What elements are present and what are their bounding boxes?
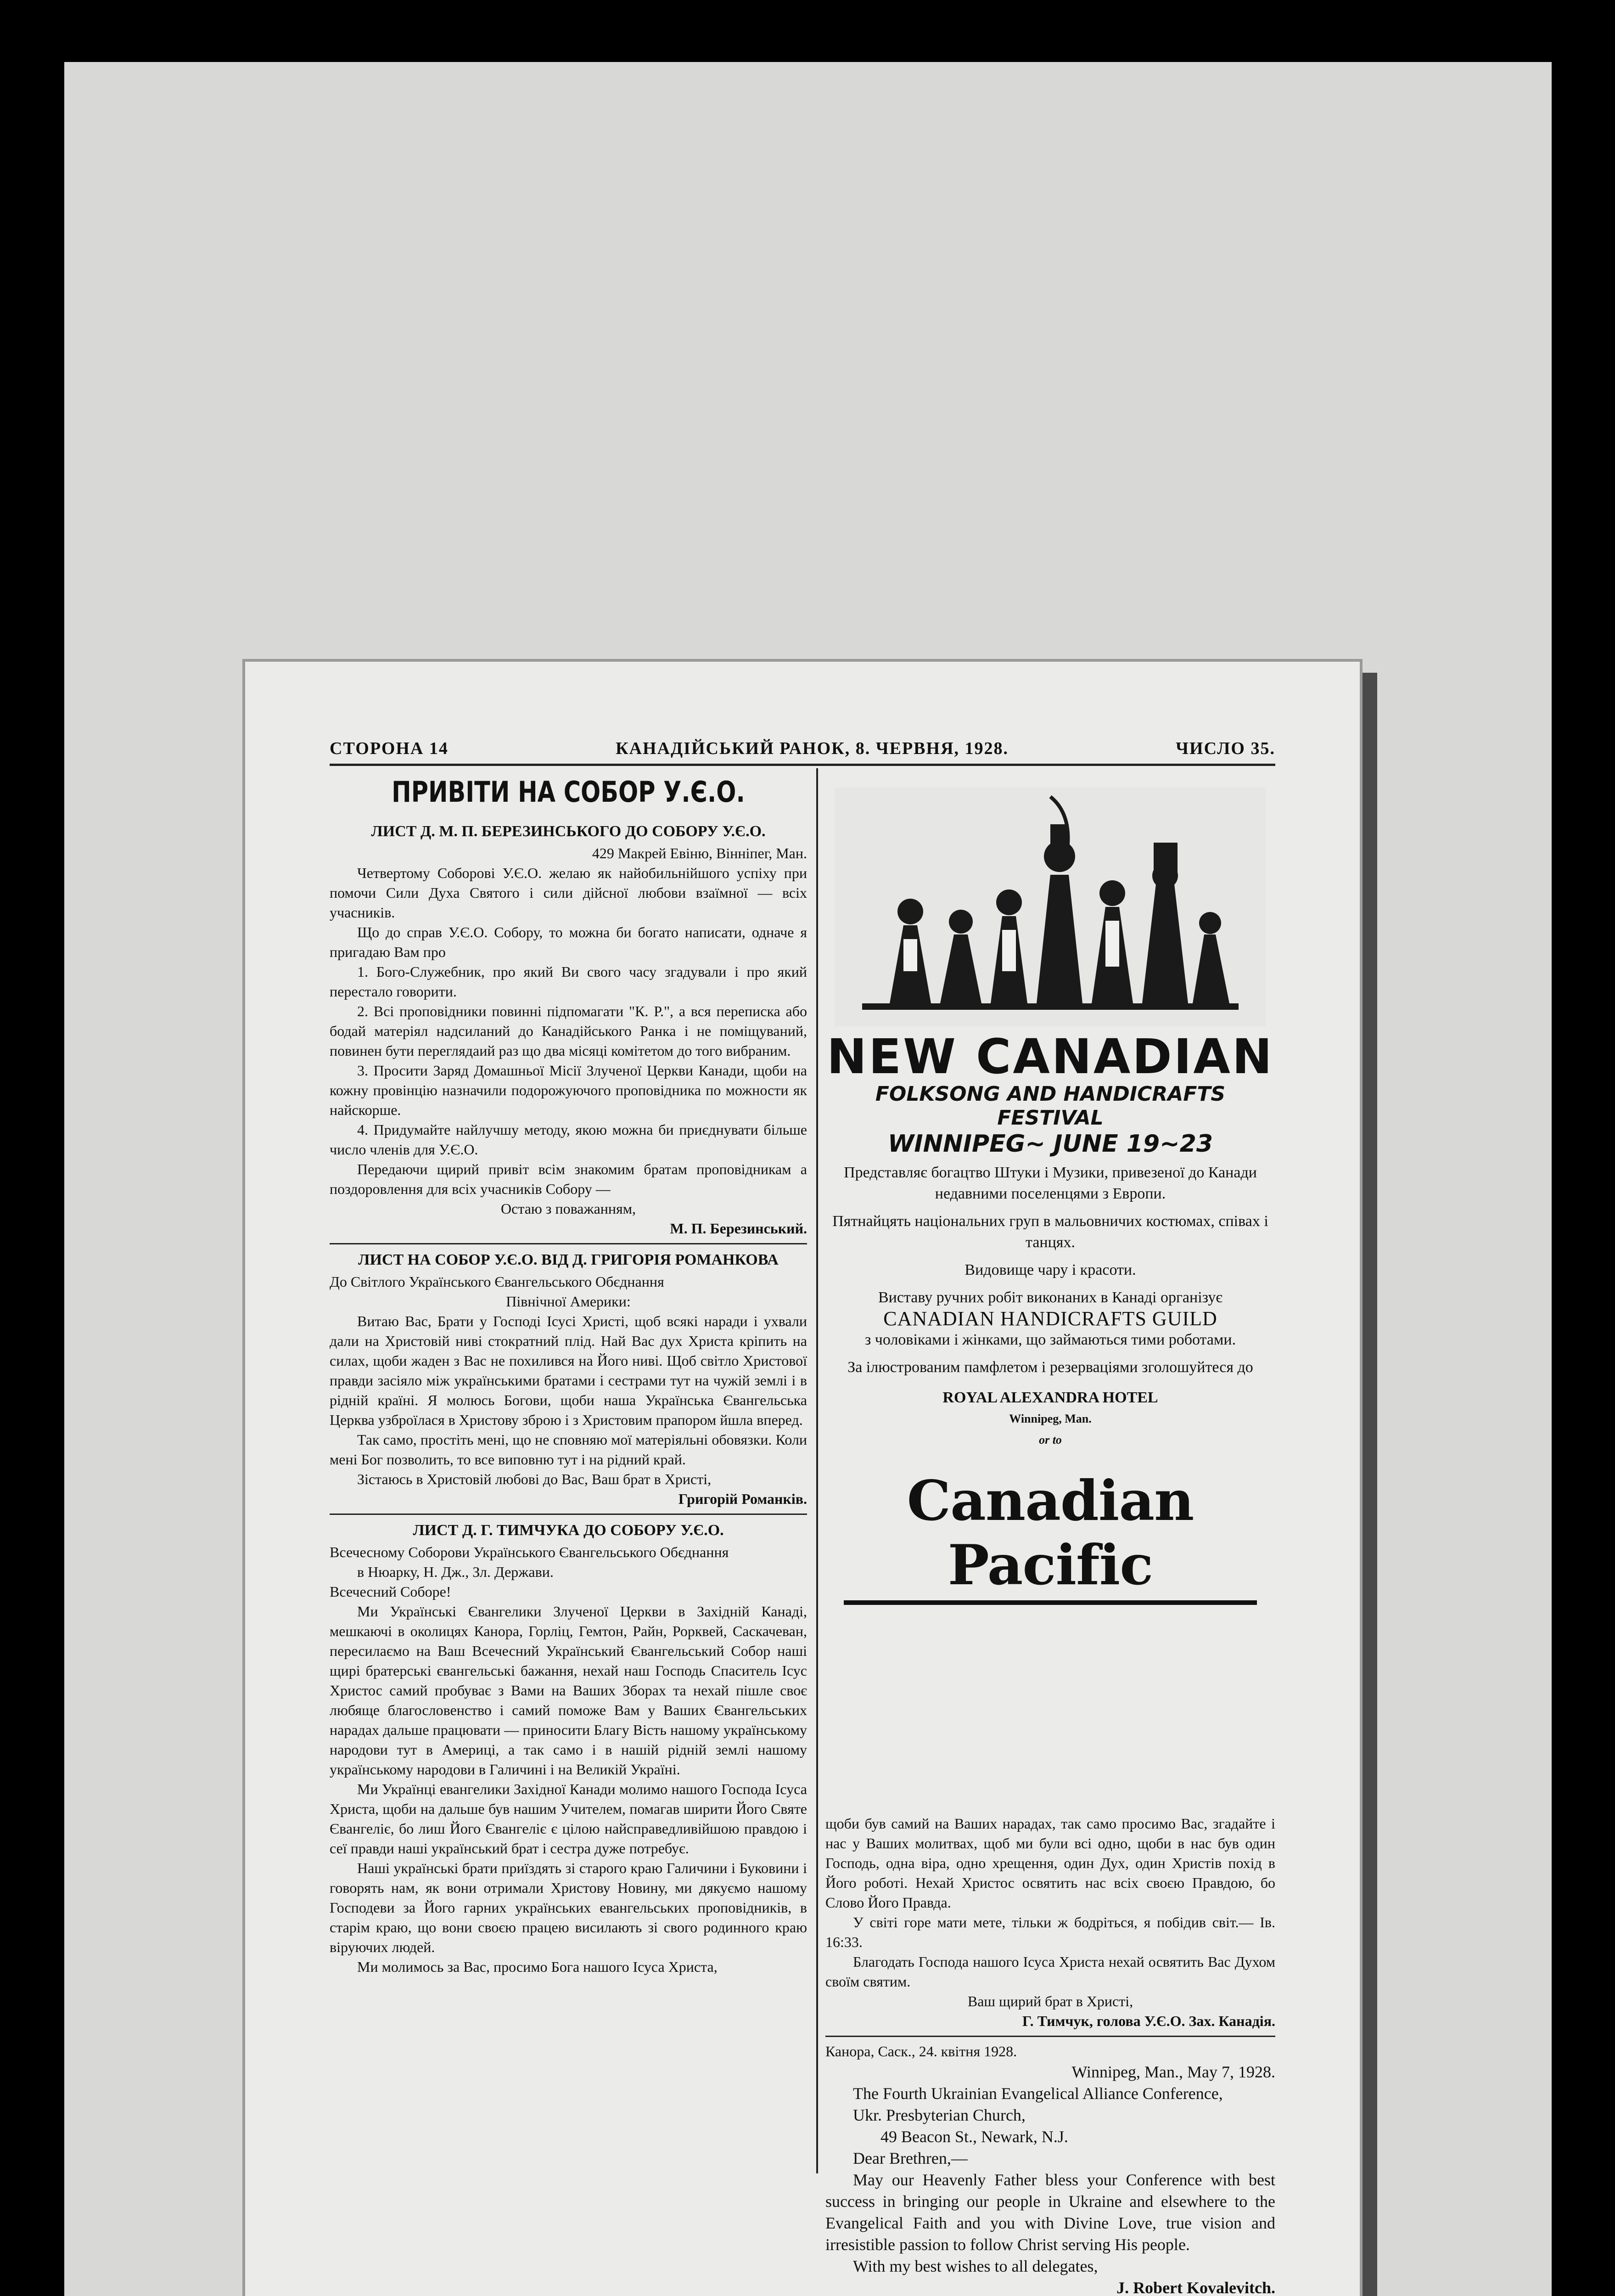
column-rule	[816, 768, 818, 2173]
paragraph: Наші українські брати приїздять зі старого краю Галичини і Буковини і говорять нам, як вони отримали Христову Новину, ми дякуємо нашому Господеви за Його гарних українських евангельських проповідників, в старім краю, що вони своєю працею висилають зі свого родинного краю віруючих людей.	[330, 1860, 807, 1955]
letter-salutation: Всечесний Соборе!	[330, 1583, 451, 1600]
paragraph: 4. Придумайте найлучшу методу, якою можна би приєднувати більше число членів для У.Є.О.	[330, 1121, 807, 1158]
letter-kovalevitch	[825, 2061, 1275, 2296]
letter-romankiv	[330, 1250, 807, 1509]
paragraph: With my best wishes to all delegates,	[853, 2257, 1098, 2275]
ad-hotel: ROYAL ALEXANDRA HOTEL	[942, 1389, 1158, 1406]
issue-number: ЧИСЛО 35.	[1176, 739, 1275, 758]
divider	[825, 2036, 1275, 2037]
letter-salutation: Dear Brethren,—	[853, 2149, 968, 2167]
paragraph: Витаю Вас, Брати у Господі Ісусі Христі, щоб всякі наради і ухвали дали на Христовій ниві стократний плід. Най Вас дух Христа кріпить на силах, щоби жаден з Вас не похилився на Його ниві. Щоб світло Христової правди засіяло між українськими братами і сестрами тут на чужій землі і в рідній країні. Я молюсь Богови, щоби наша Українська Євангельська Церква узброїлася в Христову зброю і з Христовим прапором йшла вперед.	[330, 1313, 807, 1428]
ad-headline: NEW CANADIAN	[827, 1029, 1274, 1085]
letter-addressee: 49 Beacon St., Newark, N.J.	[880, 2127, 1068, 2146]
paragraph: Ми молимось за Вас, просимо Бога нашого Ісуса Христа,	[357, 1958, 718, 1975]
page-number: СТОРОНА 14	[330, 739, 449, 758]
ad-subhead: FOLKSONG AND HANDICRAFTS FESTIVAL	[875, 1082, 1226, 1130]
canadian-pacific-logo: Canadian Pacific	[907, 1469, 1194, 1598]
paragraph: Ми Українці евангелики Західної Канади молимо нашого Господа Ісуса Христа, щоби на дальше був нашим Учителем, помагав ширити Його Святе Євангеліє, бо лиш Його Євангеліє є цілою найсправедливійшою правдою і сеї правди наші український брат і сестра дуже потребує.	[330, 1781, 807, 1857]
letter-addressee: До Світлого Українського Євангельського Обєднання	[330, 1273, 664, 1290]
page-header	[330, 735, 1275, 762]
letter-date: Winnipeg, Man., May 7, 1928.	[1071, 2063, 1275, 2081]
letter-addressee: Ukr. Presbyterian Church,	[853, 2106, 1026, 2124]
paragraph: Що до справ У.Є.О. Собору, то можна би богато написати, одначе я пригадаю Вам про	[330, 924, 807, 960]
quote: У світі горе мати мете, тільки ж бодріться, я побідив світ.— Ів. 16:33.	[825, 1914, 1275, 1950]
right-column-text	[825, 1814, 1275, 2296]
ad-city: Winnipeg, Man.	[1009, 1412, 1092, 1425]
paragraph: щоби був самий на Ваших нарадах, так само просимо Вас, згадайте і нас у Ваших молитвах, щоб ми були всі одно, щоби в нас був один Господь, одна віра, одно хрещення, один Дух, один Христів похід в Його роботі. Нехай Христос освятить нас всіх своєю Правдою, бо Слово Його Правда.	[825, 1815, 1275, 1911]
ad-dates: WINNIPEG~ JUNE 19~23	[887, 1130, 1213, 1158]
ad-or: or to	[1039, 1433, 1062, 1446]
ad-text: Видовище чару і красоти.	[965, 1261, 1136, 1278]
paragraph: May our Heavenly Father bless your Conference with best success in bringing our people in Ukraine and elsewhere to the Evangelical Faith and you with Divine Love, true vision and irresistible passion to follow Christ serving His people.	[825, 2171, 1275, 2254]
letter-title: ЛИСТ НА СОБОР У.Є.О. ВІД Д. ГРИГОРІЯ РОМАНКОВА	[358, 1251, 779, 1268]
divider	[330, 1243, 807, 1244]
folk-dancers-illustration	[835, 788, 1266, 1026]
paragraph: 1. Бого-Служебник, про який Ви свого часу згадували і про який перестало говорити.	[330, 963, 807, 1000]
section-title: ПРИВІТИ НА СОБОР У.Є.О.	[392, 775, 745, 809]
letter-closing: Остаю з поважанням,	[501, 1200, 636, 1217]
ad-text: Представляє богацтво Штуки і Музики, привезеної до Канади недавними поселенцями з Европи.	[844, 1164, 1257, 1202]
header-rule	[330, 764, 1275, 766]
paragraph: Ми Українські Євангелики Злученої Церкви в Західній Канаді, мешкаючі в околицях Канора, Горліц, Гемтон, Райн, Рорквей, Саскачеван, пересилаємо на Ваш Всечесний Український Євангельський Собор наші щирі братерські євангельські бажання, нехай наш Господь Спаситель Ісус Христос самий пробуває з Вами на Ваших Зборах та нехай пішле своє любяще благословенство і самий поможе Вам у Ваших Євангельських нарадах дальше працювати — приносити Благу Вість нашому українському народови тут в Америці, а так само і в нашій рідній землі нашому українському народови в Галичині і на Великій Україні.	[330, 1603, 807, 1778]
letter-tymchuk	[330, 1520, 807, 1977]
paragraph: 2. Всі проповідники повинні підпомагати "К. Р.", а вся переписка або бодай матеріял надсиланий до Канадійського Ранка і не поміщуваний, повинен бути переглядаий раз що два місяці комітетом до того вибраним.	[330, 1003, 807, 1059]
letter-addressee: в Нюарку, Н. Дж., Зл. Держави.	[357, 1564, 554, 1580]
ad-text: Виставу ручних робіт виконаних в Канаді організує	[878, 1289, 1222, 1306]
letter-closing: Зістаюсь в Христовій любові до Вас, Ваш брат в Христі,	[357, 1471, 712, 1487]
page-edge-shadow	[1363, 673, 1377, 2296]
ad-rule	[844, 1600, 1257, 1605]
letter-addressee: The Fourth Ukrainian Evangelical Alliance Conference,	[853, 2084, 1223, 2103]
left-column	[330, 774, 807, 2174]
ad-guild: CANADIAN HANDICRAFTS GUILD	[883, 1307, 1217, 1330]
letter-closing: Ваш щирий брат в Христі,	[967, 1993, 1133, 2009]
letter-signature: J. Robert Kovalevitch.	[1116, 2279, 1275, 2296]
letter-title: ЛИСТ Д. М. П. БЕРЕЗИНСЬКОГО ДО СОБОРУ У.Є.О.	[371, 823, 766, 840]
letter-addressee: Всечесному Соборови Українського Євангельського Обєднання	[330, 1544, 729, 1560]
masthead: КАНАДІЙСЬКИЙ РАНОК, 8. ЧЕРВНЯ, 1928.	[616, 739, 1009, 758]
ad-text: з чоловіками і жінками, що займаються тими роботами.	[864, 1331, 1236, 1348]
letter-signature: М. П. Березинський.	[670, 1220, 807, 1237]
letter-signature: Г. Тимчук, голова У.Є.О. Зах. Канадія.	[1022, 2013, 1275, 2029]
letter-title: ЛИСТ Д. Г. ТИМЧУКА ДО СОБОРУ У.Є.О.	[413, 1522, 724, 1539]
festival-advertisement	[825, 774, 1275, 1812]
letter-signature: Григорій Романків.	[678, 1491, 807, 1507]
place-date: Канора, Саск., 24. квітня 1928.	[825, 2043, 1017, 2060]
divider	[330, 1514, 807, 1515]
ad-text: За ілюстрованим памфлетом і резерваціями зголошуйтеся до	[847, 1359, 1253, 1376]
paragraph: Передаючи щирий привіт всім знакомим братам проповідникам а поздоровлення для всіх учасників Собору —	[330, 1161, 807, 1197]
paragraph: Четвертому Соборові У.Є.О. желаю як найобильнійшого успіху при помочи Сили Духа Святого і сили дійсної любови взаїмної — всіх учасників.	[330, 865, 807, 921]
letter-berezynsky	[330, 822, 807, 1238]
paragraph: Так само, простіть мені, що не сповняю мої матеріяльні обовязки. Коли мені Бог позволить, то все виповню тут і на рідний край.	[330, 1431, 807, 1468]
newspaper-page	[242, 659, 1363, 2296]
ad-text: Пятнайцять національних груп в мальовничих костюмах, співах і танцях.	[832, 1213, 1268, 1251]
paragraph: 3. Просити Заряд Домашньої Місії Злученої Церкви Канади, щоби на кожну провінцію назначили подорожуючого проповідника по можности як найскорше.	[330, 1062, 807, 1118]
letter-addressee: Північної Америки:	[506, 1293, 631, 1310]
paragraph: Благодать Господа нашого Ісуса Христа нехай освятить Вас Духом своїм святим.	[825, 1953, 1275, 1990]
letter-address: 429 Макрей Евіню, Вінніпег, Ман.	[592, 845, 807, 861]
